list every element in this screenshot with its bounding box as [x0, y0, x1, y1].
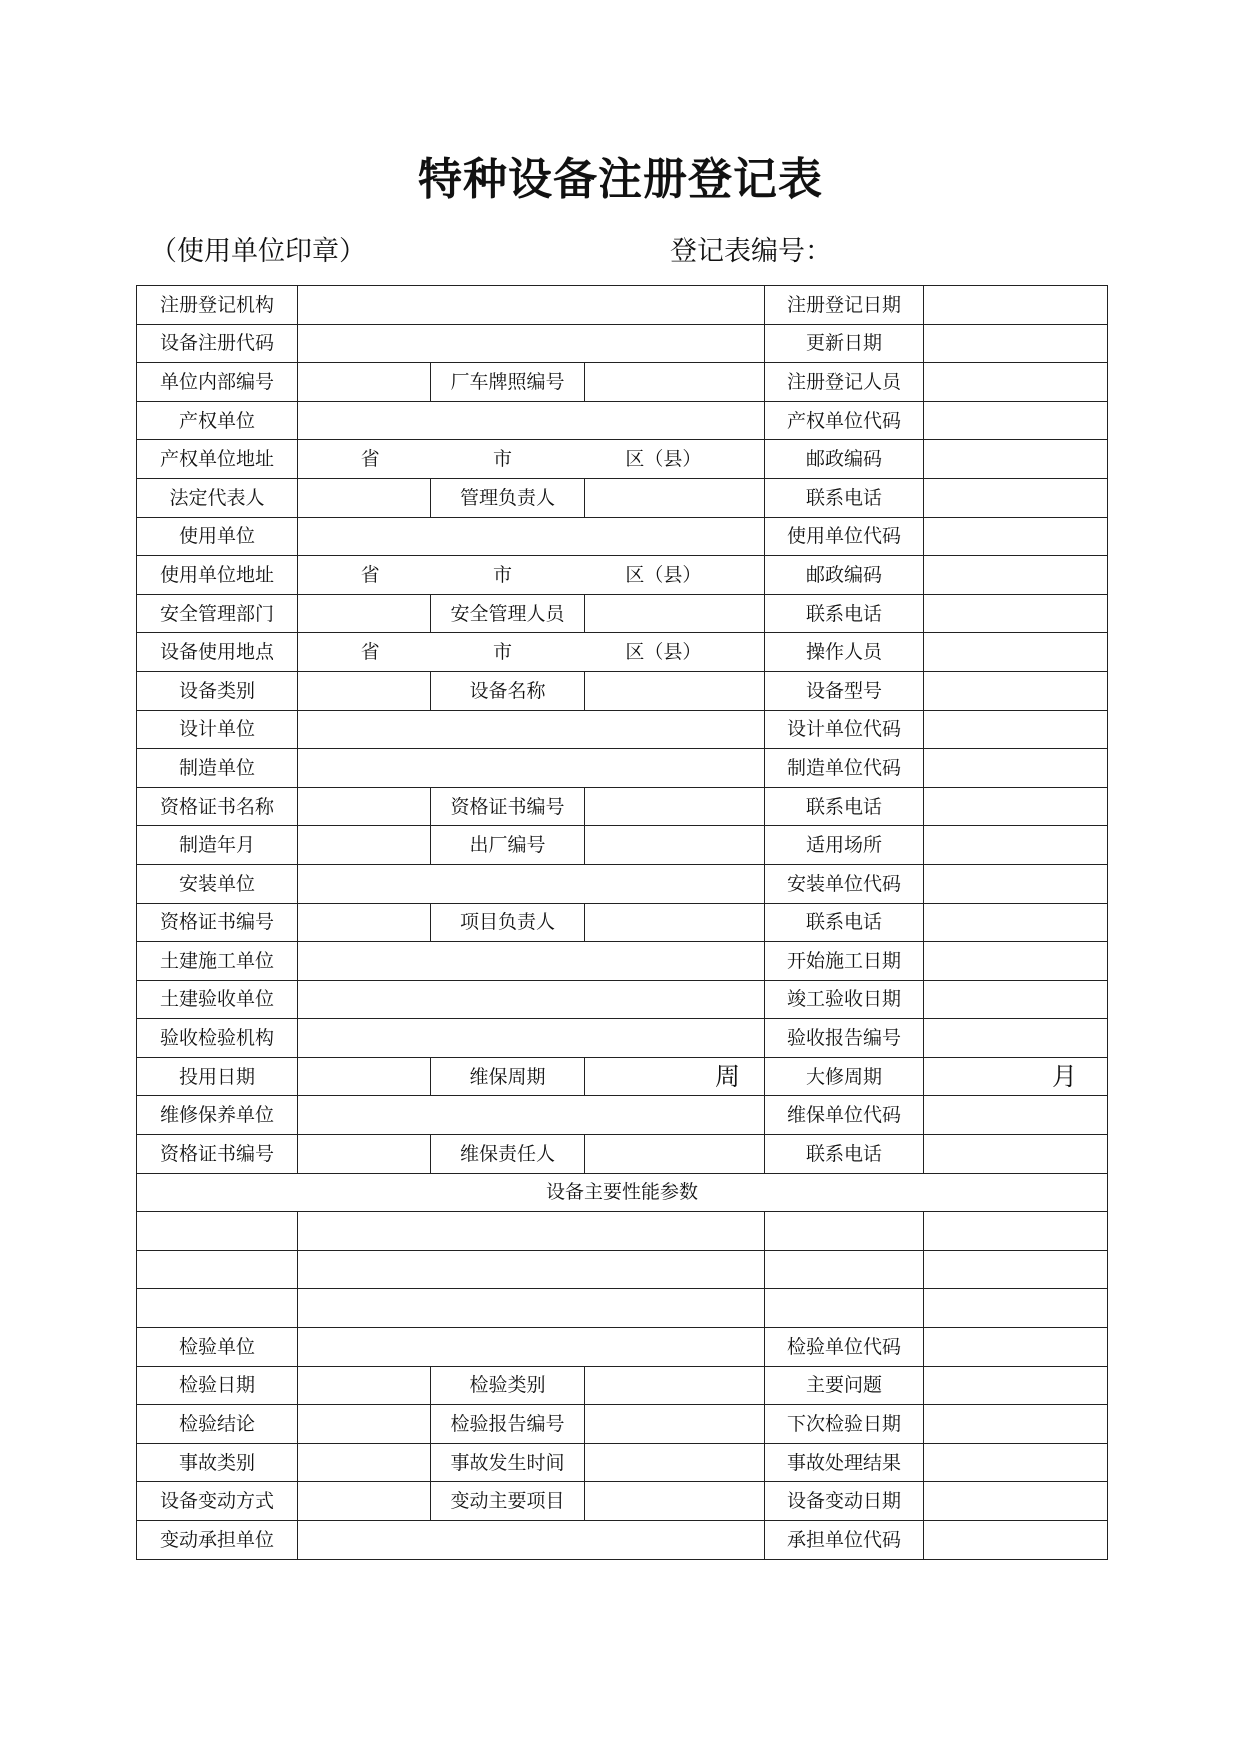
- field-value[interactable]: [585, 1405, 765, 1444]
- form-row: [137, 556, 1108, 595]
- address-field[interactable]: [298, 633, 765, 672]
- field-label: 邮政编码: [765, 556, 924, 595]
- field-label: 联系电话: [765, 594, 924, 633]
- field-label: 下次检验日期: [765, 1405, 924, 1444]
- form-row: [137, 401, 1108, 440]
- registration-table: [136, 285, 1108, 1560]
- field-value[interactable]: [924, 1482, 1108, 1521]
- form-row: [137, 478, 1108, 517]
- form-row: [137, 1096, 1108, 1135]
- field-value[interactable]: [585, 1057, 765, 1096]
- field-value[interactable]: [924, 903, 1108, 942]
- field-value[interactable]: [924, 324, 1108, 363]
- field-label: 联系电话: [765, 478, 924, 517]
- field-label: 承担单位代码: [765, 1521, 924, 1560]
- field-label: 管理负责人: [431, 478, 585, 517]
- field-label: 资格证书编号: [431, 787, 585, 826]
- field-value[interactable]: [585, 1366, 765, 1405]
- address-field[interactable]: [298, 440, 765, 479]
- field-value[interactable]: [585, 594, 765, 633]
- field-label: 检验单位: [137, 1328, 298, 1367]
- field-label: 土建验收单位: [137, 980, 298, 1019]
- field-value[interactable]: [298, 710, 765, 749]
- field-value[interactable]: [924, 1019, 1108, 1058]
- field-value[interactable]: [298, 1096, 765, 1135]
- form-row: [137, 1443, 1108, 1482]
- field-value[interactable]: [924, 1096, 1108, 1135]
- field-label: 资格证书名称: [137, 787, 298, 826]
- form-row: [137, 1405, 1108, 1444]
- field-label: 安全管理人员: [431, 594, 585, 633]
- field-label: 产权单位: [137, 401, 298, 440]
- field-label: 土建施工单位: [137, 942, 298, 981]
- field-label: 注册登记人员: [765, 363, 924, 402]
- field-label: 竣工验收日期: [765, 980, 924, 1019]
- field-label: 资格证书编号: [137, 903, 298, 942]
- parameter-name[interactable]: [765, 1289, 924, 1328]
- field-value[interactable]: [298, 324, 765, 363]
- form-row: [137, 1135, 1108, 1174]
- form-number-label: 登记表编号：: [670, 236, 832, 267]
- field-value[interactable]: [924, 749, 1108, 788]
- parameter-name[interactable]: [765, 1250, 924, 1289]
- field-label: 检验类别: [431, 1366, 585, 1405]
- field-label: 项目负责人: [431, 903, 585, 942]
- address-part-label: 省: [360, 641, 380, 664]
- field-label: 厂车牌照编号: [431, 363, 585, 402]
- field-label: 维保周期: [431, 1057, 585, 1096]
- parameter-row: [137, 1250, 1108, 1289]
- field-label: 制造单位: [137, 749, 298, 788]
- field-value[interactable]: [924, 440, 1108, 479]
- field-label: 变动主要项目: [431, 1482, 585, 1521]
- address-parts: [298, 641, 764, 663]
- field-label: 变动承担单位: [137, 1521, 298, 1560]
- field-value[interactable]: [298, 1366, 431, 1405]
- field-label: 主要问题: [765, 1366, 924, 1405]
- field-value[interactable]: [924, 787, 1108, 826]
- field-label: 事故处理结果: [765, 1443, 924, 1482]
- field-label: 设备型号: [765, 671, 924, 710]
- address-part-label: 市: [492, 563, 512, 586]
- field-value[interactable]: [298, 1019, 765, 1058]
- form-row: [137, 826, 1108, 865]
- field-value[interactable]: [585, 1443, 765, 1482]
- form-row: [137, 1521, 1108, 1560]
- section-row: [137, 1173, 1108, 1212]
- address-parts: [298, 564, 764, 586]
- form-title: 特种设备注册登记表: [418, 154, 823, 205]
- field-label: 制造年月: [137, 826, 298, 865]
- field-label: 验收检验机构: [137, 1019, 298, 1058]
- field-value[interactable]: [298, 1405, 431, 1444]
- field-value[interactable]: [298, 1328, 765, 1367]
- field-label: 注册登记机构: [137, 286, 298, 325]
- field-label: 适用场所: [765, 826, 924, 865]
- field-label: 设备变动方式: [137, 1482, 298, 1521]
- form-row: [137, 903, 1108, 942]
- field-value[interactable]: [585, 1135, 765, 1174]
- field-value[interactable]: [298, 1482, 431, 1521]
- form-row: [137, 1328, 1108, 1367]
- field-value[interactable]: [585, 1482, 765, 1521]
- form-row: [137, 942, 1108, 981]
- form-row: [137, 1482, 1108, 1521]
- address-part-label: 区（县）: [625, 641, 702, 664]
- field-label: 设备类别: [137, 671, 298, 710]
- field-value[interactable]: [924, 864, 1108, 903]
- form-row: [137, 363, 1108, 402]
- field-label: 维保责任人: [431, 1135, 585, 1174]
- field-value[interactable]: [924, 517, 1108, 556]
- field-label: 大修周期: [765, 1057, 924, 1096]
- field-value[interactable]: [585, 363, 765, 402]
- parameter-value[interactable]: [298, 1289, 765, 1328]
- form-row: [137, 286, 1108, 325]
- field-label: 更新日期: [765, 324, 924, 363]
- parameter-value[interactable]: [298, 1250, 765, 1289]
- field-value[interactable]: [298, 942, 765, 981]
- field-label: 检验报告编号: [431, 1405, 585, 1444]
- field-value[interactable]: [298, 1135, 431, 1174]
- field-label: 出厂编号: [431, 826, 585, 865]
- form-row: [137, 749, 1108, 788]
- field-value[interactable]: [924, 401, 1108, 440]
- form-row: [137, 1019, 1108, 1058]
- field-label: 法定代表人: [137, 478, 298, 517]
- field-label: 制造单位代码: [765, 749, 924, 788]
- field-label: 维保单位代码: [765, 1096, 924, 1135]
- address-part-label: 省: [360, 563, 380, 586]
- field-value[interactable]: [585, 903, 765, 942]
- form-row: [137, 1057, 1108, 1096]
- field-value[interactable]: [924, 633, 1108, 672]
- field-value[interactable]: [924, 1521, 1108, 1560]
- form-row: [137, 517, 1108, 556]
- field-label: 安装单位代码: [765, 864, 924, 903]
- parameter-value[interactable]: [924, 1250, 1108, 1289]
- field-label: 安全管理部门: [137, 594, 298, 633]
- field-label: 联系电话: [765, 787, 924, 826]
- field-value[interactable]: [924, 980, 1108, 1019]
- section-title: 设备主要性能参数: [137, 1173, 1108, 1212]
- field-value[interactable]: [298, 864, 765, 903]
- field-value[interactable]: [298, 401, 765, 440]
- field-value[interactable]: [924, 1366, 1108, 1405]
- parameter-value[interactable]: [924, 1212, 1108, 1251]
- parameter-row: [137, 1212, 1108, 1251]
- field-value[interactable]: [585, 787, 765, 826]
- field-value[interactable]: [924, 286, 1108, 325]
- field-label: 设计单位: [137, 710, 298, 749]
- field-value[interactable]: [585, 478, 765, 517]
- address-part-label: 区（县）: [625, 563, 702, 586]
- field-label: 维修保养单位: [137, 1096, 298, 1135]
- field-value[interactable]: [298, 826, 431, 865]
- field-label: 检验单位代码: [765, 1328, 924, 1367]
- field-value[interactable]: [924, 671, 1108, 710]
- field-label: 邮政编码: [765, 440, 924, 479]
- field-label: 产权单位地址: [137, 440, 298, 479]
- field-value[interactable]: [298, 594, 431, 633]
- address-part-label: 市: [492, 641, 512, 664]
- parameter-name[interactable]: [137, 1250, 298, 1289]
- form-row: [137, 671, 1108, 710]
- field-label: 检验结论: [137, 1405, 298, 1444]
- field-value[interactable]: [298, 478, 431, 517]
- field-label: 联系电话: [765, 1135, 924, 1174]
- field-label: 使用单位代码: [765, 517, 924, 556]
- field-label: 事故发生时间: [431, 1443, 585, 1482]
- field-value[interactable]: [924, 826, 1108, 865]
- field-value[interactable]: [298, 787, 431, 826]
- field-value[interactable]: [298, 980, 765, 1019]
- field-value[interactable]: [924, 1443, 1108, 1482]
- parameter-value[interactable]: [298, 1212, 765, 1251]
- field-value[interactable]: [298, 671, 431, 710]
- form-row: [137, 787, 1108, 826]
- field-value[interactable]: [924, 478, 1108, 517]
- parameter-name[interactable]: [765, 1212, 924, 1251]
- parameter-name[interactable]: [137, 1212, 298, 1251]
- field-label: 资格证书编号: [137, 1135, 298, 1174]
- field-label: 设备使用地点: [137, 633, 298, 672]
- field-value[interactable]: [298, 1057, 431, 1096]
- field-value[interactable]: [298, 903, 431, 942]
- address-parts: [298, 448, 764, 470]
- form-row: [137, 710, 1108, 749]
- field-label: 开始施工日期: [765, 942, 924, 981]
- field-value[interactable]: [924, 556, 1108, 595]
- seal-label: （使用单位印章）: [150, 236, 366, 267]
- field-value[interactable]: [585, 826, 765, 865]
- address-part-label: 省: [360, 448, 380, 471]
- field-value[interactable]: [924, 594, 1108, 633]
- form-row: [137, 594, 1108, 633]
- form-row: [137, 633, 1108, 672]
- address-field[interactable]: [298, 556, 765, 595]
- unit-label: 月: [1052, 1061, 1078, 1091]
- field-label: 使用单位地址: [137, 556, 298, 595]
- field-value[interactable]: [298, 517, 765, 556]
- field-label: 设计单位代码: [765, 710, 924, 749]
- address-part-label: 区（县）: [625, 448, 702, 471]
- form-row: [137, 440, 1108, 479]
- parameter-name[interactable]: [137, 1289, 298, 1328]
- field-label: 事故类别: [137, 1443, 298, 1482]
- field-value[interactable]: [298, 749, 765, 788]
- field-label: 单位内部编号: [137, 363, 298, 402]
- field-value[interactable]: [298, 363, 431, 402]
- field-label: 安装单位: [137, 864, 298, 903]
- form-row: [137, 864, 1108, 903]
- field-label: 设备名称: [431, 671, 585, 710]
- field-label: 产权单位代码: [765, 401, 924, 440]
- field-value[interactable]: [924, 710, 1108, 749]
- field-value[interactable]: [924, 363, 1108, 402]
- field-label: 设备注册代码: [137, 324, 298, 363]
- field-label: 操作人员: [765, 633, 924, 672]
- field-value[interactable]: [298, 286, 765, 325]
- field-value[interactable]: [924, 942, 1108, 981]
- parameter-value[interactable]: [924, 1289, 1108, 1328]
- form-row: [137, 1366, 1108, 1405]
- parameter-row: [137, 1289, 1108, 1328]
- field-value[interactable]: [924, 1057, 1108, 1096]
- field-value[interactable]: [298, 1521, 765, 1560]
- field-value[interactable]: [924, 1328, 1108, 1367]
- field-label: 验收报告编号: [765, 1019, 924, 1058]
- form-row: [137, 324, 1108, 363]
- field-value[interactable]: [298, 1443, 431, 1482]
- field-value[interactable]: [924, 1135, 1108, 1174]
- field-label: 检验日期: [137, 1366, 298, 1405]
- field-value[interactable]: [924, 1405, 1108, 1444]
- field-label: 注册登记日期: [765, 286, 924, 325]
- field-label: 使用单位: [137, 517, 298, 556]
- address-part-label: 市: [492, 448, 512, 471]
- field-label: 设备变动日期: [765, 1482, 924, 1521]
- field-label: 联系电话: [765, 903, 924, 942]
- field-value[interactable]: [585, 671, 765, 710]
- unit-label: 周: [715, 1061, 741, 1091]
- field-label: 投用日期: [137, 1057, 298, 1096]
- form-row: [137, 980, 1108, 1019]
